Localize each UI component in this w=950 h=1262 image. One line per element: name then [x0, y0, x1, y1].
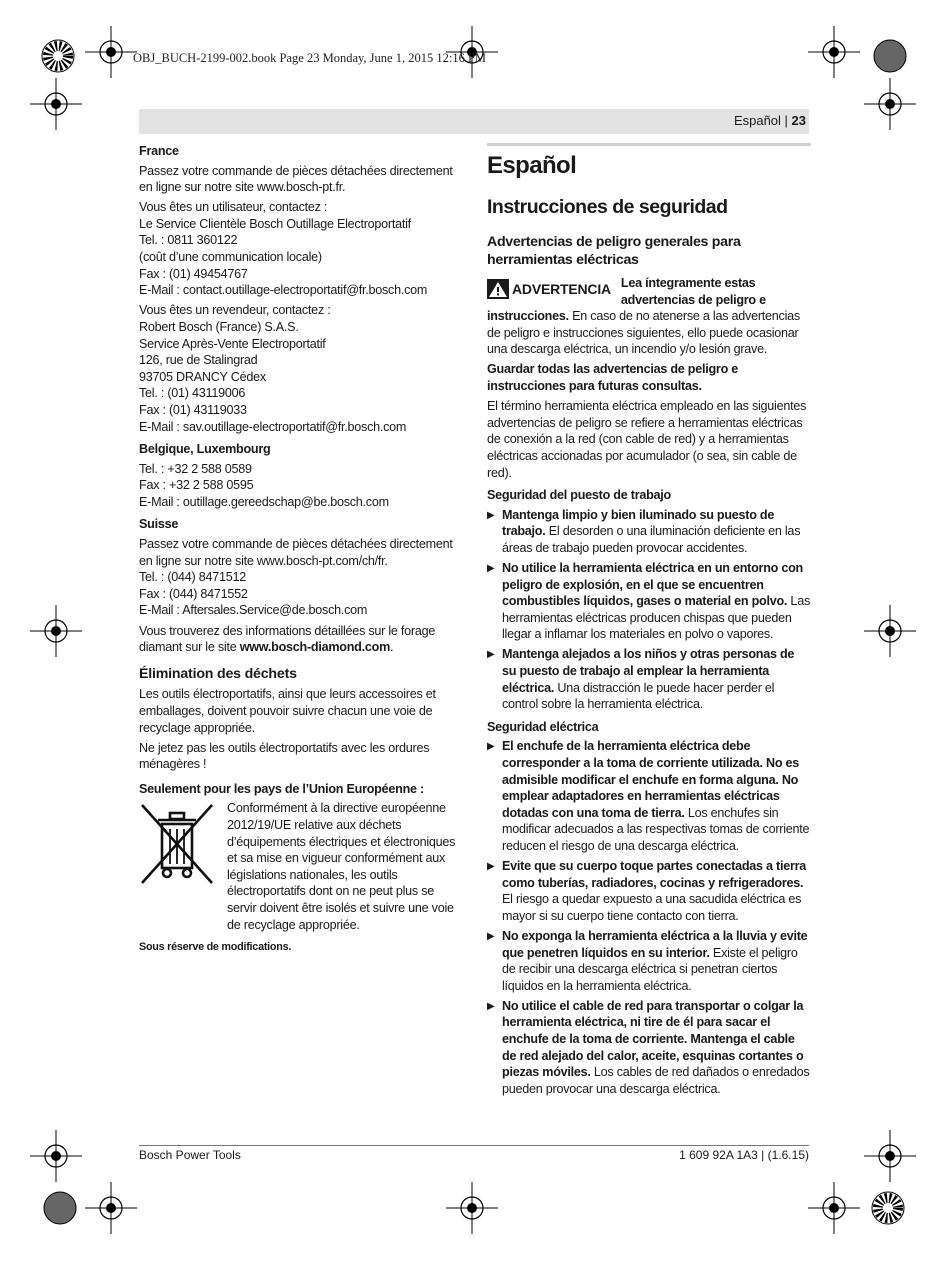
registration-mark-icon	[30, 605, 82, 657]
heading-rule	[487, 143, 811, 146]
header-language: Español	[733, 113, 781, 128]
crossed-bin-icon	[139, 800, 227, 933]
bullet-arrow-icon: ▶	[487, 861, 495, 873]
registration-mark-icon	[864, 78, 916, 130]
diamond-paragraph: Vous trouverez des informations détaillées sur le forage diamant sur le site www.bosch-diamond.com.	[139, 623, 436, 655]
language-title: Español	[487, 152, 577, 179]
registration-mark-icon	[808, 26, 860, 78]
list-item: ▶ No utilice el cable de red para transportar o colgar la herramienta eléctrica, ni tire de él para sacar el enchufe de la toma de corriente. Mantenga el cable de red alejado del calor, aceite, esquinas cortantes o piezas móviles. Los cables de red dañados o enredados pueden provocar una descarga eléctrica.	[487, 998, 810, 1096]
belgique-contact: Tel. : +32 2 588 0589 Fax : +32 2 588 0595 E-Mail : outillage.gereedschap@be.bosch.com	[139, 461, 389, 509]
diamond-link: www.bosch-diamond.com	[239, 640, 391, 655]
header-bar	[139, 109, 809, 134]
list-item: ▶ Mantenga limpio y bien iluminado su puesto de trabajo. El desorden o una iluminación deficiente en las áreas de trabajo pueden provocar accidentes.	[487, 507, 801, 555]
list-item: ▶ Evite que su cuerpo toque partes conectadas a tierra como tuberías, radiadores, cocinas y refrigeradores. El riesgo a quedar expuesto a una sacudida eléctrica es mayor si su cuerpo tiene contacto con tierra.	[487, 859, 807, 923]
safety-title: Instrucciones de seguridad	[487, 196, 728, 218]
bullet-arrow-icon: ▶	[487, 649, 495, 661]
reserve-note: Sous réserve de modifications.	[139, 941, 292, 954]
registration-mark-icon	[864, 605, 916, 657]
france-heading: France	[139, 144, 179, 158]
keep-instructions: Guardar todas las advertencias de peligro e instrucciones para futuras consultas.	[487, 362, 739, 394]
belgique-heading: Belgique, Luxembourg	[139, 442, 271, 457]
ue-heading: Seulement pour les pays de l’Union Européenne :	[139, 781, 424, 796]
term-paragraph: El término herramienta eléctrica empleado en las siguientes advertencias de peligro se refiere a herramientas eléctricas de conexión a la red (con cable de red) y a herramientas eléctricas accionadas por acumulador (o sea, sin cable de red).	[487, 399, 807, 480]
registration-mark-icon	[85, 1182, 137, 1234]
bullet-arrow-icon: ▶	[487, 563, 495, 574]
france-dealer-contact: Vous êtes un revendeur, contactez : Robert Bosch (France) S.A.S. Service Après-Vente Electroportatif 126, rue de Stalingrad 93705 DRANCY Cédex Tel. : (01) 43119006 Fax : (01) 43119033 E-Mail : sav.outillage-electroportatif@fr.bosch.com	[139, 303, 407, 434]
list-item: ▶ No exponga la herramienta eléctrica a la lluvia y evite que penetren líquidos en su interior. Existe el peligro de recibir una descarga eléctrica si penetran ciertos líquidos en la herramienta eléctrica.	[487, 928, 808, 993]
registration-mark-icon	[864, 1130, 916, 1182]
registration-mark-icon	[85, 26, 137, 78]
bullet-arrow-icon: ▶	[487, 509, 495, 521]
warning-paragraph: ADVERTENCIA Lea íntegramente estas advertencias de peligro e instrucciones. En caso de no atenerse a las advertencias de peligro e instrucciones siguientes, ello puede ocasionar una descarga eléctrica, un incendio y/o lesión grave.	[487, 276, 800, 357]
registration-mark-icon	[30, 1130, 82, 1182]
footer-code: 1 609 92A 1A3 | (1.6.15)	[679, 1148, 809, 1162]
page-number: 23	[791, 113, 806, 128]
suisse-contact: Passez votre commande de pièces détachées directement en ligne sur notre site www.bosch-pt.com/ch/fr. Tel. : (044) 8471512 Fax : (044) 8471552 E-Mail : Aftersales.Service@de.bosch.com	[139, 537, 453, 618]
header-separator: |	[780, 113, 792, 128]
registration-mark-icon	[446, 1182, 498, 1234]
ue-paragraph: Conformément à la directive européenne 2012/19/UE relative aux déchets d’équipements électriques et électroniques et sa mise en vigueur conformément aux législations nationales, les outils électroportatifs dont on ne peut plus se servir doivent être isolés et suivre une voie de recyclage appropriée.	[227, 801, 456, 932]
color-bar-icon	[870, 1190, 906, 1226]
color-bar-icon	[40, 38, 76, 74]
work-safety-heading: Seguridad del puesto de trabajo	[487, 488, 671, 503]
suisse-heading: Suisse	[139, 517, 179, 532]
left-column	[139, 143, 464, 956]
elimination-paragraph-1: Les outils électroportatifs, ainsi que leurs accessoires et emballages, doivent pouvoir suivre chacun une voie de recyclage appropriée.	[139, 687, 436, 735]
elimination-heading: Élimination des déchets	[139, 665, 297, 682]
bullet-arrow-icon: ▶	[487, 1000, 495, 1012]
warning-triangle-icon	[487, 279, 509, 299]
print-header: OBJ_BUCH-2199-002.book Page 23 Monday, June 1, 2015 12:16 PM	[133, 51, 487, 65]
footer-rule	[139, 1145, 809, 1146]
footer-brand: Bosch Power Tools	[139, 1148, 241, 1162]
recycling-block	[139, 800, 464, 933]
electrical-safety-heading: Seguridad eléctrica	[487, 719, 599, 734]
registration-mark-icon	[30, 78, 82, 130]
list-item: ▶ Mantenga alejados a los niños y otras personas de su puesto de trabajo al emplear la herramienta eléctrica. Una distracción le puede hacer perder el control sobre la herramienta eléctrica.	[487, 647, 795, 712]
elimination-paragraph-2: Ne jetez pas les outils électroportatifs avec les ordures ménagères !	[139, 740, 430, 772]
gray-circle-icon	[872, 38, 908, 74]
warning-label: ADVERTENCIA	[487, 279, 611, 299]
right-column	[487, 143, 811, 1101]
bullet-arrow-icon: ▶	[487, 741, 495, 753]
bullet-arrow-icon: ▶	[487, 930, 495, 942]
registration-mark-icon	[808, 1182, 860, 1234]
list-item: ▶ No utilice la herramienta eléctrica en un entorno con peligro de explosión, en el que se encuentren combustibles líquidos, gases o material en polvo. Las herramientas eléctricas producen chispas que pueden llegar a inflamar los materiales en polvo o vapores.	[487, 561, 810, 642]
list-item: ▶ El enchufe de la herramienta eléctrica debe corresponder a la toma de corriente utilizada. No es admisible modificar el enchufe en forma alguna. No emplear adaptadores en herramientas eléctricas dotadas con una toma de tierra. Los enchufes sin modificar adecuados a las respectivas tomas de corriente reducen el riesgo de una descarga eléctrica.	[487, 739, 810, 853]
gray-circle-icon	[42, 1190, 78, 1226]
page-header	[734, 113, 806, 128]
france-user-contact: Vous êtes un utilisateur, contactez : Le Service Clientèle Bosch Outillage Electroportatif Tel. : 0811 360122 (coût d’une communication locale) Fax : (01) 49454767 E-Mail : contact.outillage-electroportatif@fr.bosch.com	[139, 200, 428, 298]
france-paragraph: Passez votre commande de pièces détachées directement en ligne sur notre site www.bosch-pt.fr.	[139, 163, 453, 195]
general-warnings-heading: Advertencias de peligro generales para herramientas eléctricas	[487, 234, 741, 268]
